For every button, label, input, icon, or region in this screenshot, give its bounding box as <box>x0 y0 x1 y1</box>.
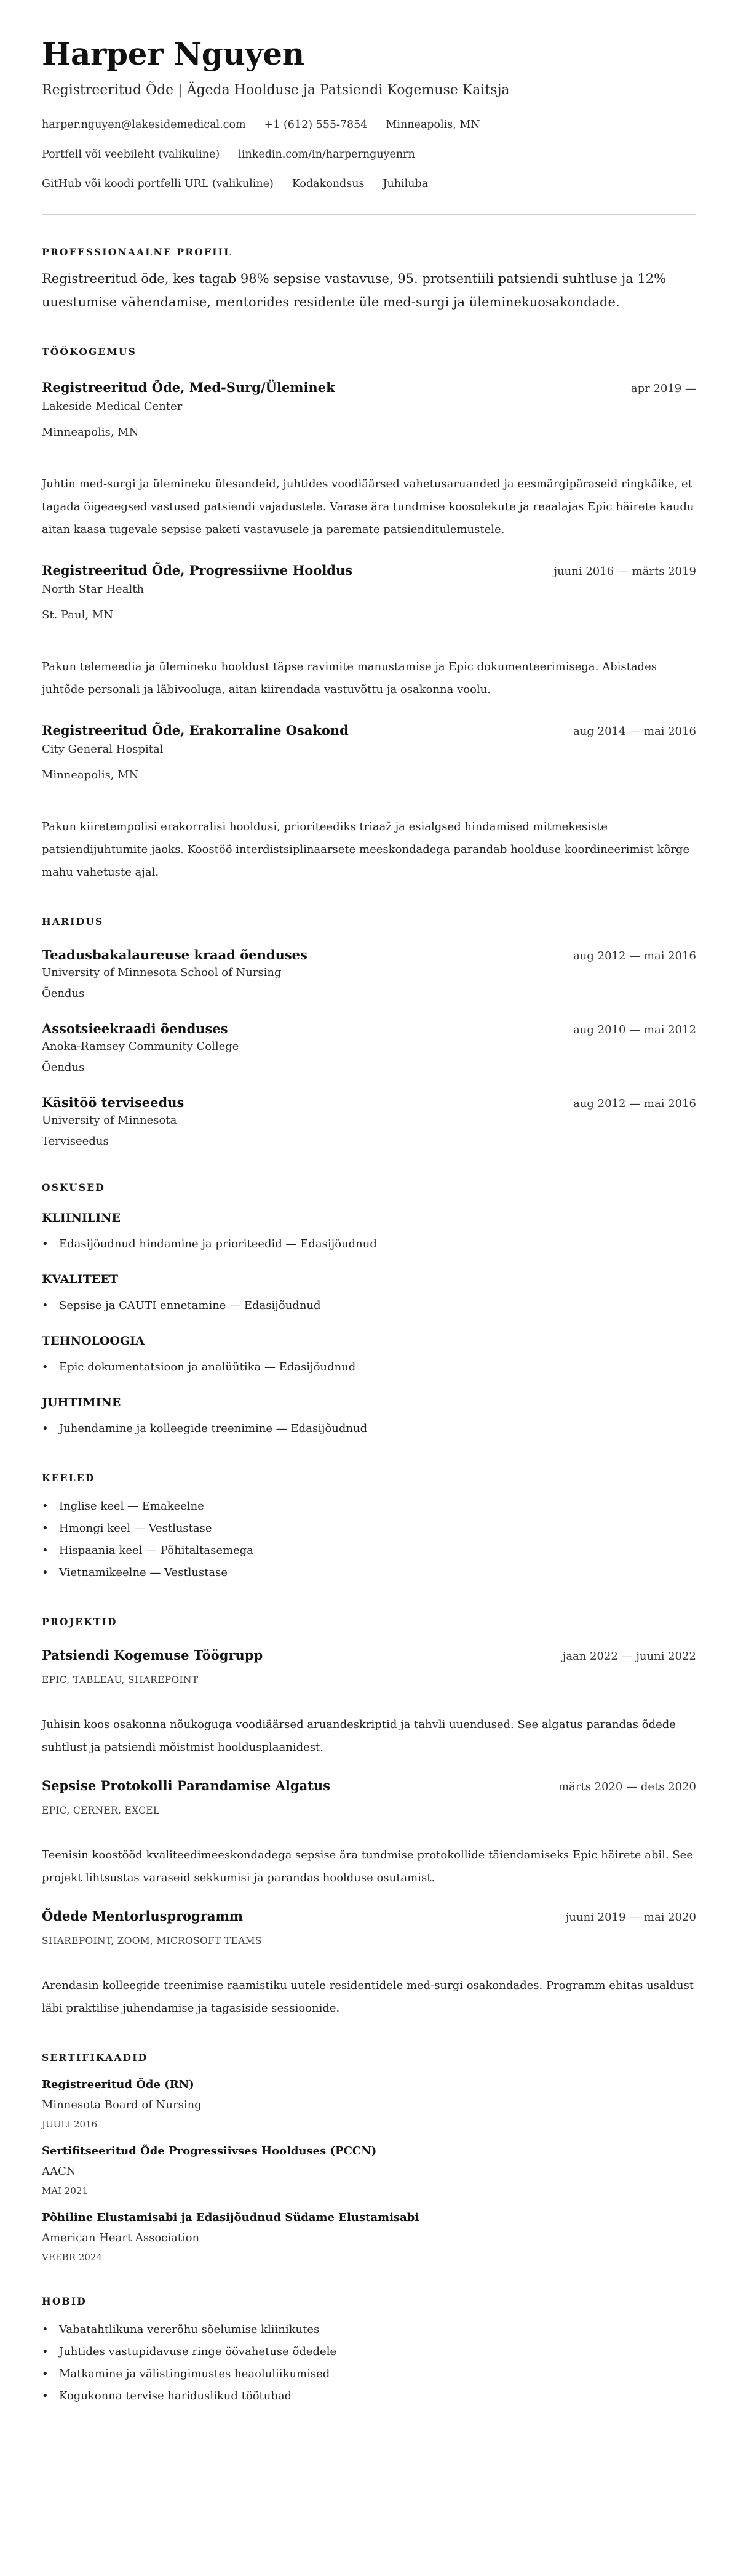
job-description: Pakun telemeedia ja ülemineku hooldust täpse ravimite manustamise ja Epic dokumenteerimisega. Abistades juhtõde personali ja läbivooluga, aitan kiirendada vastuvõttu ja osakonna voolu. <box>42 660 657 696</box>
skill-group-title: JUHTIMINE <box>42 1396 121 1409</box>
section-title-projects: PROJEKTID <box>42 1616 117 1628</box>
projects-section <box>42 1616 696 2020</box>
hobby-item: • Juhtides vastupidavuse ringe öövahetuse õdedele <box>42 2341 696 2363</box>
contact-phone[interactable]: +1 (612) 555-7854 <box>264 119 368 131</box>
skill-group-title: KVALITEET <box>42 1273 119 1286</box>
skill-group <box>42 1333 696 1378</box>
job-location: Minneapolis, MN <box>42 769 139 782</box>
candidate-name: Harper Nguyen <box>42 36 304 72</box>
contact-row-2 <box>42 146 696 162</box>
certification-date: JUULI 2016 <box>42 2119 98 2130</box>
study-field: Õendus <box>42 987 85 1000</box>
job-location: Minneapolis, MN <box>42 426 139 439</box>
skill-item: • Epic dokumentatsioon ja analüütika — Edasijõudnud <box>42 1356 696 1378</box>
job-title: Registreeritud Õde, Erakorraline Osakond <box>42 722 349 738</box>
hobby-item: • Vabatahtlikuna vererõhu sõelumise kliinikutes <box>42 2319 696 2341</box>
job-description: Pakun kiiretempolisi erakorralisi hooldusi, prioriteediks triaaž ja esialgsed hindamised mitmekesiste patsiendijuhtumite jaoks. Koostöö interdistsiplinaarsete meeskondadega parandab hoolduse koordineerimist kõrge mahu vahetuste ajal. <box>42 820 690 879</box>
project-title: Õdede Mentorlusprogramm <box>42 1908 243 1924</box>
school-name: University of Minnesota School of Nursing <box>42 966 282 979</box>
project-date: märts 2020 — dets 2020 <box>558 1780 696 1793</box>
certifications-section <box>42 2052 696 2263</box>
contact-drivers-license: Juhiluba <box>383 178 429 190</box>
degree-title: Teadusbakalaureuse kraad õenduses <box>42 947 308 962</box>
experience-entry <box>42 379 696 541</box>
resume-header <box>42 34 696 192</box>
section-title-experience: TÖÖKOGEMUS <box>42 346 137 358</box>
certification-entry <box>42 2078 696 2130</box>
contact-email[interactable]: harper.nguyen@lakesidemedical.com <box>42 119 246 131</box>
certification-issuer: AACN <box>42 2165 76 2178</box>
project-description: Teenisin koostööd kvaliteedimeeskondadega sepsise ära tundmise protokollide täiendamiseks Epic häirete abil. See projekt lihtsustas varaseid sekkumisi ja parandas hoolduse osutamist. <box>42 1849 693 1884</box>
study-field: Terviseedus <box>42 1135 109 1148</box>
contact-linkedin[interactable]: linkedin.com/in/harpernguyenrn <box>238 148 415 161</box>
project-tech: EPIC, CERNER, EXCEL <box>42 1805 160 1816</box>
project-description: Juhisin koos osakonna nõukoguga voodiäärsed aruandeskriptid ja tahvli uuendused. See algatus parandas õdede suhtlust ja patsiendi mõistmist hooldusplaanidest. <box>42 1718 676 1754</box>
certification-entry <box>42 2210 696 2263</box>
school-name: University of Minnesota <box>42 1114 177 1127</box>
profile-section <box>42 246 696 314</box>
contact-github[interactable]: GitHub või koodi portfelli URL (valikuline) <box>42 178 274 190</box>
section-title-languages: KEELED <box>42 1472 95 1484</box>
job-date: apr 2019 — <box>630 382 696 395</box>
header-divider <box>42 214 696 215</box>
job-date: juuni 2016 — märts 2019 <box>554 565 696 578</box>
project-tech: EPIC, TABLEAU, SHAREPOINT <box>42 1674 199 1686</box>
contact-row-1 <box>42 117 696 133</box>
skill-group <box>42 1271 696 1317</box>
school-name: Anoka-Ramsey Community College <box>42 1040 239 1053</box>
project-date: jaan 2022 — juuni 2022 <box>562 1650 696 1663</box>
experience-entry <box>42 562 696 701</box>
project-entry <box>42 1908 696 2020</box>
project-entry <box>42 1647 696 1759</box>
contact-portfolio[interactable]: Portfell või veebileht (valikuline) <box>42 148 220 161</box>
degree-title: Käsitöö terviseedus <box>42 1095 184 1110</box>
certification-entry <box>42 2144 696 2197</box>
profile-summary: Registreeritud õde, kes tagab 98% sepsise vastavuse, 95. protsentiili patsiendi suhtluse ja 12% uuestumise vähendamise, mentorides residente üle med-surgi ja üleminekuosakondade. <box>42 271 667 310</box>
job-location: St. Paul, MN <box>42 609 114 622</box>
contact-row-3 <box>42 176 696 192</box>
project-title: Patsiendi Kogemuse Töögrupp <box>42 1647 263 1663</box>
job-title: Registreeritud Õde, Med-Surg/Üleminek <box>42 380 335 395</box>
project-title: Sepsise Protokolli Parandamise Algatus <box>42 1778 330 1793</box>
certification-date: MAI 2021 <box>42 2185 89 2196</box>
hobby-item: • Kogukonna tervise hariduslikud töötubad <box>42 2385 696 2407</box>
experience-section <box>42 346 696 884</box>
education-section <box>42 916 696 1150</box>
job-title: Registreeritud Õde, Progressiivne Hooldus <box>42 562 353 578</box>
experience-entry <box>42 722 696 884</box>
hobbies-section <box>42 2295 696 2407</box>
language-item: • Vietnamikeelne — Vestlustase <box>42 1562 696 1584</box>
job-description: Juhtin med-surgi ja ülemineku ülesandeid, juhtides voodiäärsed vahetusaruanded ja eesmärgipäraseid ringkäike, et tagada õigeaegsed vastused patsiendi vajadustele. Varase ära tundmise koosolekute ja reaalajas Epic häirete kaudu aitan kaasa tugevale sepsise paketi vastavusele ja paremate patsienditulemustele. <box>42 478 694 536</box>
education-entry <box>42 1094 696 1150</box>
skill-group <box>42 1210 696 1255</box>
certification-issuer: Minnesota Board of Nursing <box>42 2098 202 2111</box>
education-entry <box>42 1020 696 1076</box>
section-title-certifications: SERTIFIKAADID <box>42 2052 148 2063</box>
degree-date: aug 2012 — mai 2016 <box>573 950 696 962</box>
degree-date: aug 2012 — mai 2016 <box>573 1097 696 1110</box>
certification-title: Põhiline Elustamisabi ja Edasijõudnud Südame Elustamisabi <box>42 2211 419 2224</box>
section-title-hobbies: HOBID <box>42 2295 87 2307</box>
candidate-headline: Registreeritud Õde | Ägeda Hoolduse ja Patsiendi Kogemuse Kaitsja <box>42 82 510 98</box>
job-company: City General Hospital <box>42 743 164 756</box>
project-tech: SHAREPOINT, ZOOM, MICROSOFT TEAMS <box>42 1935 262 1946</box>
skill-group-title: KLIINILINE <box>42 1211 121 1225</box>
skill-item: • Edasijõudnud hindamine ja prioriteedid — Edasijõudnud <box>42 1233 696 1255</box>
skill-group <box>42 1394 696 1440</box>
languages-section <box>42 1472 696 1584</box>
certification-title: Sertifitseeritud Õde Progressiivses Hoolduses (PCCN) <box>42 2145 377 2158</box>
job-date: aug 2014 — mai 2016 <box>573 725 696 738</box>
skills-section <box>42 1182 696 1440</box>
study-field: Õendus <box>42 1061 85 1074</box>
section-title-profile: PROFESSIONAALNE PROFIIL <box>42 246 232 258</box>
section-title-skills: OSKUSED <box>42 1182 105 1193</box>
language-item: • Inglise keel — Emakeelne <box>42 1495 696 1518</box>
job-company: North Star Health <box>42 583 145 596</box>
skill-group-title: TEHNOLOOGIA <box>42 1334 145 1348</box>
certification-issuer: American Heart Association <box>42 2231 200 2244</box>
contact-citizenship: Kodakondsus <box>292 178 365 190</box>
skill-item: • Sepsise ja CAUTI ennetamine — Edasijõudnud <box>42 1295 696 1317</box>
language-item: • Hmongi keel — Vestlustase <box>42 1518 696 1540</box>
language-item: • Hispaania keel — Põhitaltasemega <box>42 1540 696 1562</box>
section-title-education: HARIDUS <box>42 916 104 927</box>
degree-title: Assotsieekraadi õenduses <box>42 1021 228 1036</box>
project-date: juuni 2019 — mai 2020 <box>565 1911 696 1924</box>
certification-date: VEEBR 2024 <box>42 2252 102 2263</box>
job-company: Lakeside Medical Center <box>42 400 183 413</box>
certification-title: Registreeritud Õde (RN) <box>42 2078 194 2091</box>
skill-item: • Juhendamine ja kolleegide treenimine — Edasijõudnud <box>42 1418 696 1440</box>
hobby-item: • Matkamine ja välistingimustes heaoluliikumised <box>42 2363 696 2385</box>
project-entry <box>42 1777 696 1889</box>
contact-location: Minneapolis, MN <box>386 119 480 131</box>
degree-date: aug 2010 — mai 2012 <box>573 1023 696 1036</box>
education-entry <box>42 946 696 1002</box>
project-description: Arendasin kolleegide treenimise raamistiku uutele residentidele med-surgi osakondades. Programm ehitas usaldust läbi praktilise juhendamise ja tagasiside sessioonide. <box>42 1979 694 2015</box>
